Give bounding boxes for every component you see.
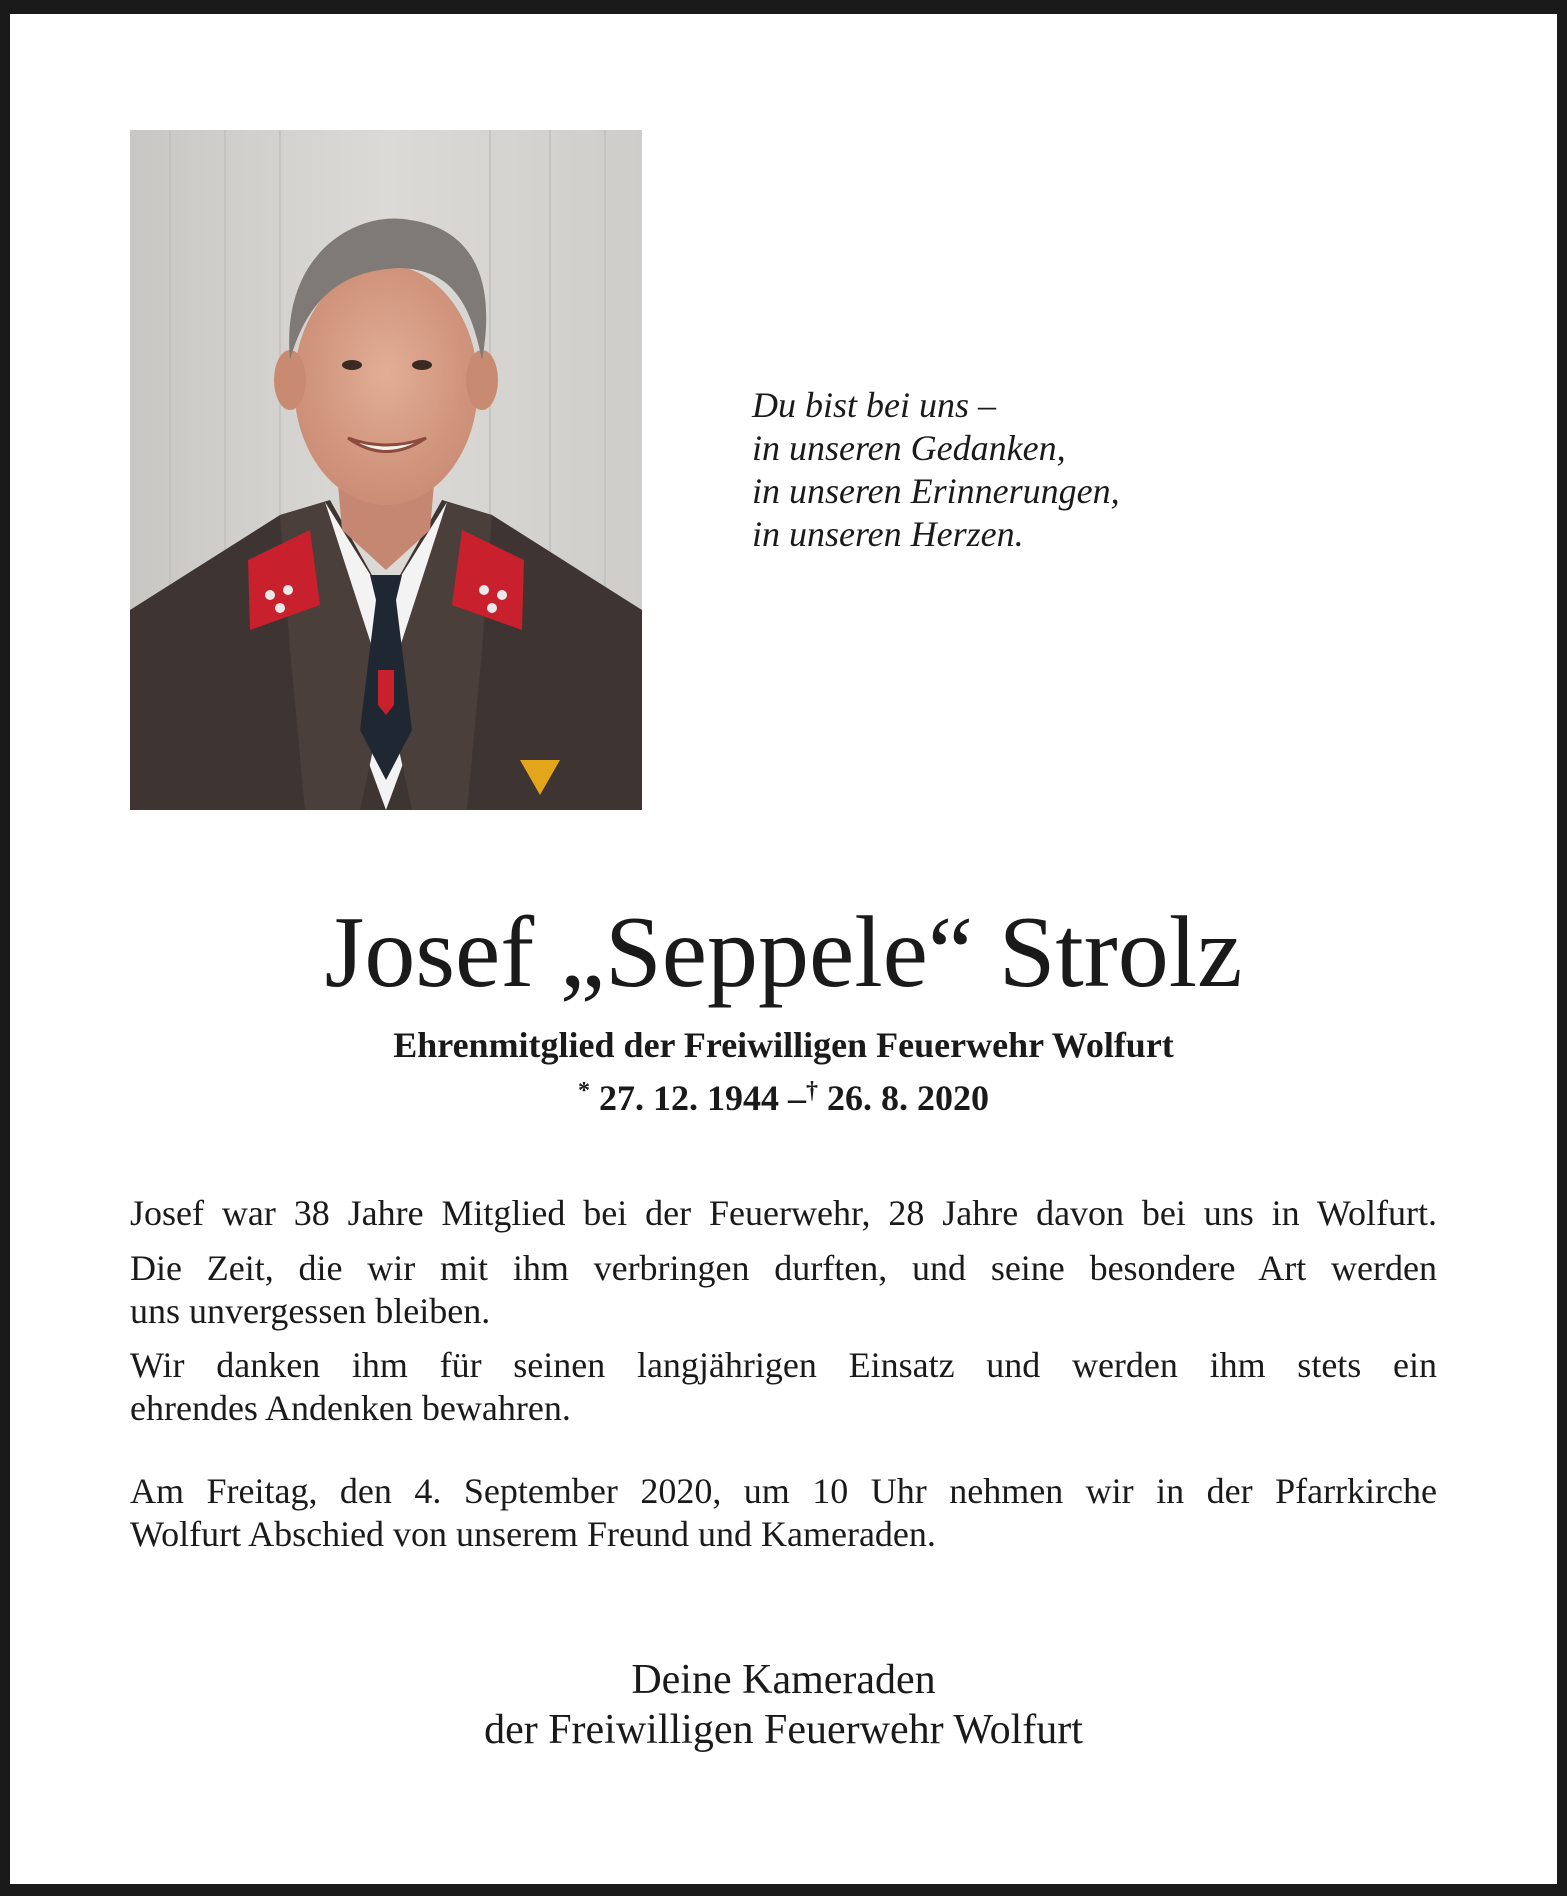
paragraph-memories xyxy=(130,1247,1437,1333)
death-symbol: † xyxy=(806,1078,818,1104)
paragraph-thanks xyxy=(130,1344,1437,1430)
paragraph-funeral xyxy=(130,1470,1437,1556)
life-dates xyxy=(0,1069,1567,1120)
paragraph-line: Am Freitag, den 4. September 2020, um 10 Uhr nehmen wir in der Pfarrkirche xyxy=(130,1471,1437,1511)
deceased-name: Josef „Seppele“ Strolz xyxy=(324,896,1243,1009)
birth-date: 27. 12. 1944 xyxy=(599,1078,779,1118)
paragraph-line: Wir danken ihm für seinen langjährigen Einsatz und werden ihm stets ein xyxy=(130,1345,1437,1385)
signature-line-2: der Freiwilligen Feuerwehr Wolfurt xyxy=(484,1707,1083,1753)
portrait-photo xyxy=(130,130,642,810)
paragraph-line: Wolfurt Abschied von unserem Freund und Kameraden. xyxy=(130,1514,936,1554)
signature-line-1: Deine Kameraden xyxy=(631,1657,936,1703)
birth-symbol: * xyxy=(578,1078,590,1104)
paragraph-line: Josef war 38 Jahre Mitglied bei der Feuerwehr, 28 Jahre davon bei uns in Wolfurt. xyxy=(130,1193,1437,1233)
paragraph-line: ehrendes Andenken bewahren. xyxy=(130,1388,571,1428)
honorary-title: Ehrenmitglied der Freiwilligen Feuerwehr Wolfurt xyxy=(393,1025,1174,1065)
quote-line-4: in unseren Herzen. xyxy=(752,514,1024,554)
paragraph-line: uns unvergessen bleiben. xyxy=(130,1291,491,1331)
quote-line-2: in unseren Gedanken, xyxy=(752,428,1066,468)
quote-line-3: in unseren Erinnerungen, xyxy=(752,471,1120,511)
memorial-quote xyxy=(752,384,1120,556)
paragraph-line: Die Zeit, die wir mit ihm verbringen durften, und seine besondere Art werden xyxy=(130,1248,1437,1288)
quote-line-1: Du bist bei uns – xyxy=(752,385,997,425)
paragraph-membership xyxy=(130,1192,1437,1235)
signature xyxy=(0,1655,1567,1755)
date-separator: – xyxy=(788,1078,806,1118)
death-date: 26. 8. 2020 xyxy=(827,1078,989,1118)
